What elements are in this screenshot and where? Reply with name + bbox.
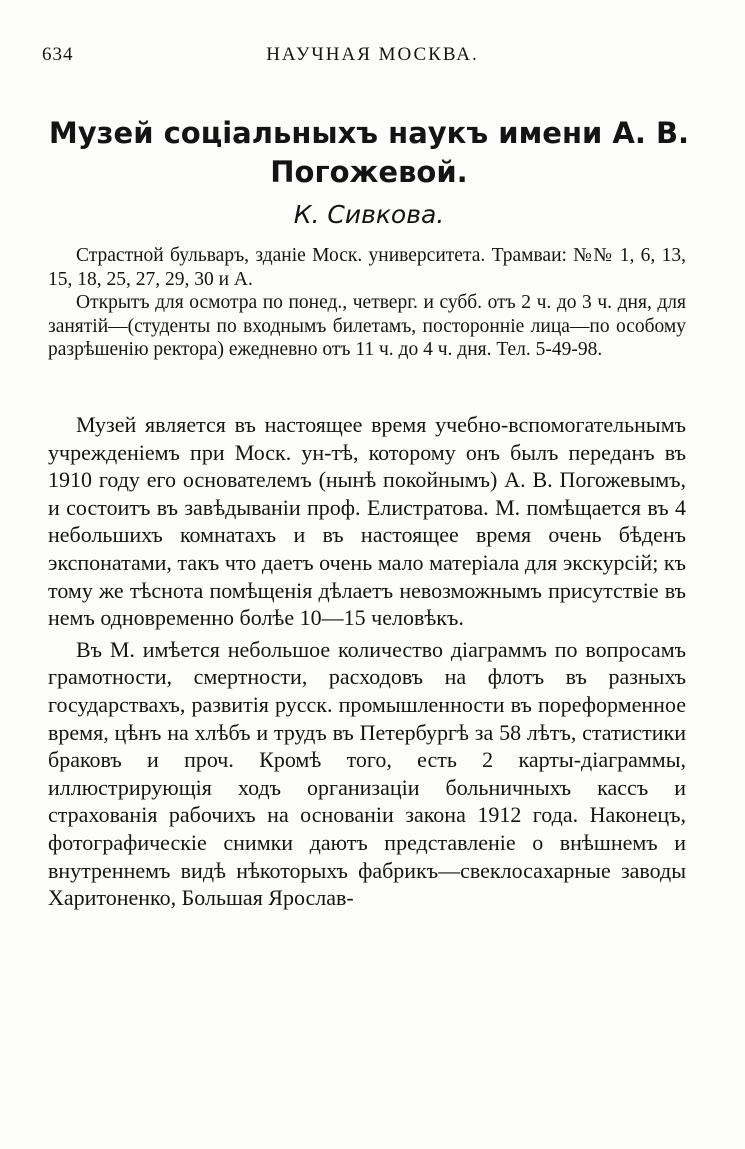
running-title: НАУЧНАЯ МОСКВА. [266,44,479,65]
page-number: 634 [42,44,74,65]
article-title: Музей соціальныхъ наукъ имени А. В. Погожевой. [48,116,690,189]
body-paragraph: Музей является въ настоящее время учебно-вспомогательнымъ учрежденіемъ при Моск. ун-тѣ, которому онъ былъ переданъ въ 1910 году его основателемъ (нынѣ покойнымъ) А. В. Погожевымъ, и состоитъ въ завѣдываніи проф. Елистратова. М. помѣщается въ 4 небольшихъ комнатахъ и въ настоящее время очень бѣденъ экспонатами, такъ что даетъ очень мало матеріала для экскурсій; къ тому же тѣснота помѣщенія дѣлаетъ невозможнымъ присутствіе въ немъ одновременно болѣе 10—15 человѣкъ. [48,412,686,631]
article-author: К. Сивкова. [293,200,445,229]
running-header [42,44,703,70]
museum-address: Страстной бульваръ, зданіе Моск. университета. Трамваи: №№ 1, 6, 13, 15, 18, 25, 27, 29, 30 и А. [48,245,686,290]
article-body [48,411,686,912]
museum-hours: Открытъ для осмотра по понед., четверг. и субб. отъ 2 ч. до 3 ч. дня, для занятій—(студенты по входнымъ билетамъ, посторонніе лица—по особому разрѣшенію ректора) ежедневно отъ 11 ч. до 4 ч. дня. Тел. 5-49-98. [48,292,686,360]
body-paragraph: Въ М. имѣется небольшое количество діаграммъ по вопросамъ грамотности, смертности, расходовъ на флотъ въ разныхъ государствахъ, развитія русск. промышленности въ пореформенное время, цѣнъ на хлѣбъ и трудъ въ Петербургѣ за 58 лѣтъ, статистики браковъ и проч. Кромѣ того, есть 2 карты-діаграммы, иллюстрирующія ходъ организаціи больничныхъ кассъ и страхованія рабочихъ на основаніи закона 1912 года. Наконецъ, фотографическіе снимки даютъ представленіе о внѣшнемъ и внутреннемъ видѣ нѣкоторыхъ фабрикъ—свеклосахарные заводы Харитоненко, Большая Ярослав- [48,636,686,911]
museum-info-block [48,244,686,362]
